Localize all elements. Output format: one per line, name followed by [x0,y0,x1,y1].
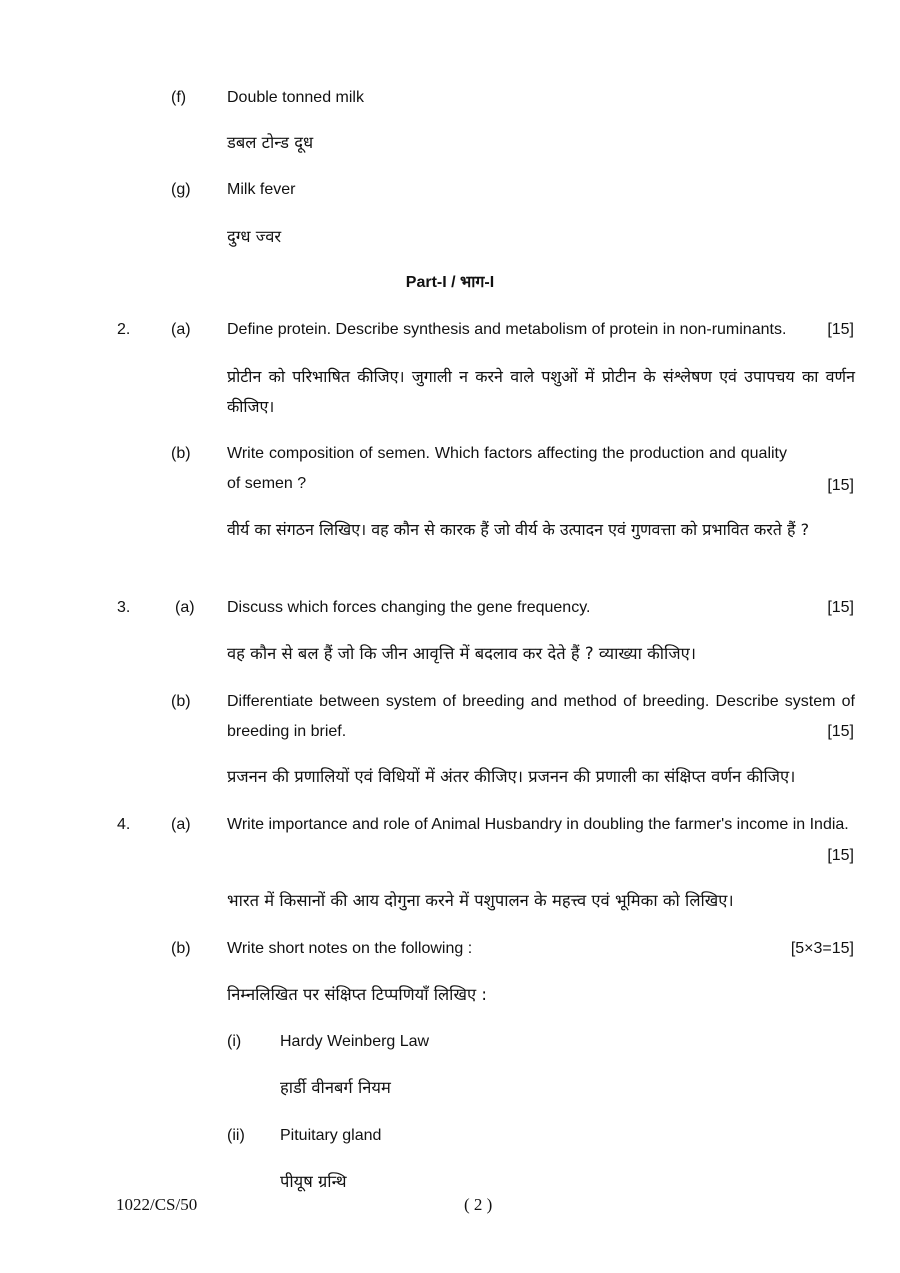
question-number-3: 3. [117,599,131,616]
item-g-english: Milk fever [227,181,296,198]
paper-code: 1022/CS/50 [116,1195,198,1214]
item-label-g: (g) [171,181,191,198]
subitem-label-i: (i) [227,1033,242,1050]
q3-a-marks: [15] [827,599,854,616]
question-number-2: 2. [117,321,131,338]
subitem-i-hindi: हार्डी वीनबर्ग नियम [280,1078,391,1097]
subitem-ii-english: Pituitary gland [280,1127,382,1144]
subitem-label-ii: (ii) [227,1127,245,1144]
q4-a-label: (a) [171,816,191,833]
q4-a-marks: [15] [827,847,854,864]
q2-b-hindi: वीर्य का संगठन लिखिए। वह कौन से कारक हैं जो वीर्य के उत्पादन एवं गुणवत्ता को प्रभावित करते हैं ? [227,520,810,539]
page-number: ( 2 ) [464,1195,493,1214]
q4-b-hindi: निम्नलिखित पर संक्षिप्त टिप्पणियाँ लिखिए : [227,985,487,1004]
q3-a-label: (a) [175,599,195,616]
q2-a-english: Define protein. Describe synthesis and metabolism of protein in non-ruminants. [227,321,787,338]
q2-a-marks: [15] [827,321,854,338]
item-g-hindi: दुग्ध ज्वर [227,227,282,246]
subitem-ii-hindi: पीयूष ग्रन्थि [280,1172,347,1191]
q3-b-marks: [15] [827,723,854,740]
item-label-f: (f) [171,89,187,106]
q3-b-hindi: प्रजनन की प्रणालियों एवं विधियों में अंतर कीजिए। प्रजनन की प्रणाली का संक्षिप्त वर्णन कीजिए। [227,767,796,786]
subitem-i-english: Hardy Weinberg Law [280,1033,430,1050]
q2-b-marks: [15] [827,477,854,494]
q4-a-english: Write importance and role of Animal Husbandry in doubling the farmer's income in India. [227,816,849,833]
q2-b-label: (b) [171,445,191,462]
q3-b-english: Differentiate between system of breeding and method of breeding. Describe system of breeding in brief. [227,693,855,740]
q2-a-hindi: प्रोटीन को परिभाषित कीजिए। जुगाली न करने वाले पशुओं में प्रोटीन के संश्लेषण एवं उपापचय का वर्णन कीजिए। [227,367,855,416]
q2-a-label: (a) [171,321,191,338]
question-number-4: 4. [117,816,131,833]
q4-b-marks: [5×3=15] [790,940,854,957]
q4-b-label: (b) [171,940,191,957]
item-f-english: Double tonned milk [227,89,364,106]
section-heading: Part-I / भाग-I [405,274,495,291]
q2-b-english: Write composition of semen. Which factors affecting the production and quality of semen ? [227,445,787,492]
q4-a-hindi: भारत में किसानों की आय दोगुना करने में पशुपालन के महत्त्व एवं भूमिका को लिखिए। [227,891,734,910]
q4-b-english: Write short notes on the following : [227,940,473,957]
q3-a-english: Discuss which forces changing the gene frequency. [227,599,591,616]
q3-b-label: (b) [171,693,191,710]
q3-a-hindi: वह कौन से बल हैं जो कि जीन आवृत्ति में बदलाव कर देते हैं ? व्याख्या कीजिए। [227,644,696,663]
item-f-hindi: डबल टोन्ड दूध [227,133,314,152]
